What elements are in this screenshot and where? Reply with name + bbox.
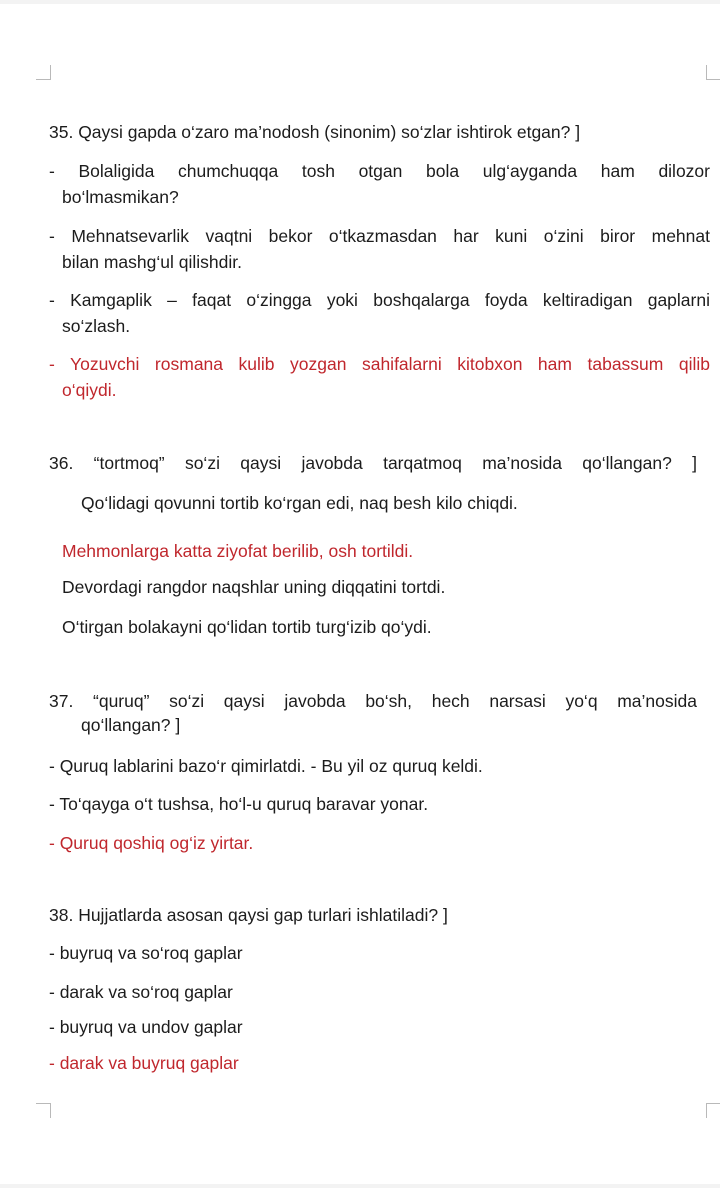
- question-36-text: 36. “tortmoq” so‘zi qaysi javobda tarqatmoq ma’nosida qo‘llangan? ]: [49, 453, 697, 473]
- page-corner-mark: [36, 65, 51, 80]
- page-corner-mark: [36, 1103, 51, 1118]
- question-38-text: 38. Hujjatlarda asosan qaysi gap turlari ishlatiladi? ]: [49, 905, 448, 925]
- q35-correct-answer-line-2: o‘qiydi.: [62, 380, 117, 400]
- page-corner-mark: [706, 1103, 720, 1118]
- q35-option-2-line-1: - Mehnatsevarlik vaqtni bekor o‘tkazmasdan har kuni o‘zini biror mehnat: [49, 226, 710, 246]
- q35-option-3-line-1: - Kamgaplik – faqat o‘zingga yoki boshqalarga foyda keltiradigan gaplarni: [49, 290, 710, 310]
- q38-option-2: - darak va so‘roq gaplar: [49, 982, 233, 1002]
- q35-option-1-line-2: bo‘lmasmikan?: [62, 187, 179, 207]
- document-page: [0, 4, 720, 1184]
- q35-option-2-line-2: bilan mashg‘ul qilishdir.: [62, 252, 242, 272]
- question-37-text-line-2: qo‘llangan? ]: [81, 715, 181, 735]
- q35-option-3-line-2: so‘zlash.: [62, 316, 131, 336]
- q37-correct-answer: - Quruq qoshiq og‘iz yirtar.: [49, 833, 254, 853]
- question-37-text-line-1: 37. “quruq” so‘zi qaysi javobda bo‘sh, hech narsasi yo‘q ma’nosida: [49, 691, 697, 711]
- question-35-text: 35. Qaysi gapda o‘zaro ma’nodosh (sinonim) so‘zlar ishtirok etgan? ]: [49, 122, 581, 142]
- q35-correct-answer-line-1: - Yozuvchi rosmana kulib yozgan sahifalarni kitobxon ham tabassum qilib: [49, 354, 710, 374]
- q38-correct-answer: - darak va buyruq gaplar: [49, 1053, 239, 1073]
- q35-option-1-line-1: - Bolaligida chumchuqqa tosh otgan bola ulg‘ayganda ham dilozor: [49, 161, 710, 181]
- q37-option-2: - To‘qayga o‘t tushsa, ho‘l-u quruq baravar yonar.: [49, 794, 429, 814]
- q36-correct-answer: Mehmonlarga katta ziyofat berilib, osh tortildi.: [62, 541, 414, 561]
- q38-option-1: - buyruq va so‘roq gaplar: [49, 943, 243, 963]
- q36-option-4: O‘tirgan bolakayni qo‘lidan tortib turg‘izib qo‘ydi.: [62, 617, 432, 637]
- q36-option-1: Qo‘lidagi qovunni tortib ko‘rgan edi, naq besh kilo chiqdi.: [81, 493, 518, 513]
- q37-option-1: - Quruq lablarini bazo‘r qimirlatdi. - Bu yil oz quruq keldi.: [49, 756, 483, 776]
- q38-option-3: - buyruq va undov gaplar: [49, 1017, 243, 1037]
- q36-option-3: Devordagi rangdor naqshlar uning diqqatini tortdi.: [62, 577, 446, 597]
- page-corner-mark: [706, 65, 720, 80]
